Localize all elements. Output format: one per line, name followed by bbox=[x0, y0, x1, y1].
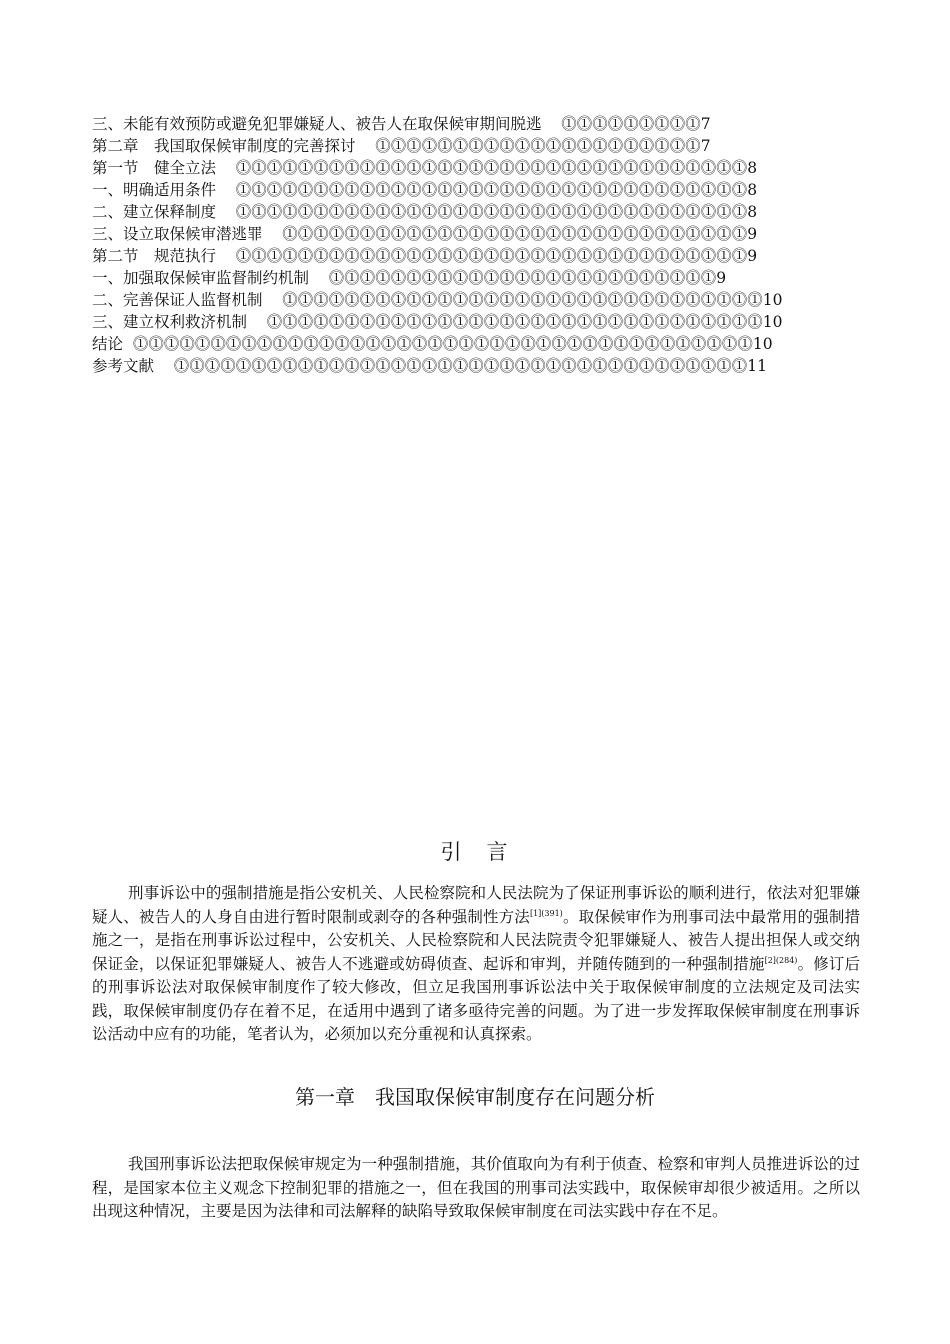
chapter-one-heading: 第一章 我国取保候审制度存在问题分析 bbox=[295, 1085, 655, 1109]
toc-page-number: 9 bbox=[747, 225, 758, 243]
toc-label: 第二节 规范执行 bbox=[92, 247, 217, 265]
toc-page-number: 7 bbox=[700, 137, 711, 155]
toc-label: 三、设立取保候审潜逃罪 bbox=[92, 225, 263, 243]
toc-entry[interactable] bbox=[92, 267, 852, 289]
toc-entry[interactable] bbox=[92, 311, 852, 333]
toc-sep bbox=[123, 335, 133, 353]
toc-leader: ⓵⓵⓵⓵⓵⓵⓵⓵⓵⓵⓵⓵⓵⓵⓵⓵⓵⓵⓵⓵⓵⓵⓵⓵⓵⓵⓵⓵⓵⓵⓵⓵ bbox=[266, 313, 763, 331]
intro-text-part-3: 。修订后的刑事诉讼法对取保候审制度作了较大修改，但立足我国刑事诉讼法中关于取保候审制度的立法规定及司法实践，取保候审制度仍存在着不足，在适用中遇到了诸多亟待完善的问题。为了进一步发挥取保候审制度在刑事诉讼活动中应有的功能，笔者认为，必须加以充分重视和认真探索。 bbox=[92, 954, 860, 1043]
citation-1: [1](391) bbox=[529, 908, 563, 918]
toc-entry[interactable] bbox=[92, 157, 852, 179]
toc-sep bbox=[356, 137, 376, 155]
toc-sep bbox=[247, 313, 267, 331]
toc-leader: ⓵⓵⓵⓵⓵⓵⓵⓵⓵⓵⓵⓵⓵⓵⓵⓵⓵⓵⓵⓵⓵⓵⓵⓵⓵⓵⓵⓵⓵⓵⓵⓵⓵ bbox=[235, 247, 748, 265]
toc-page-number: 9 bbox=[716, 269, 727, 287]
introduction-paragraph bbox=[92, 882, 860, 1047]
intro-text-part-2: 。取保候审作为刑事司法中最常用的强制措施之一，是指在刑事诉讼过程中，公安机关、人民检察院和人民法院责令犯罪嫌疑人、被告人提出担保人或交纳保证金，以保证犯罪嫌疑人、被告人不逃避或妨碍侦查、起诉和审判，并随传随到的一种强制措施 bbox=[92, 907, 860, 973]
toc-leader: ⓵⓵⓵⓵⓵⓵⓵⓵⓵⓵⓵⓵⓵⓵⓵⓵⓵⓵⓵⓵⓵⓵⓵⓵⓵⓵⓵⓵⓵⓵⓵⓵⓵ bbox=[235, 159, 748, 177]
toc-entry[interactable] bbox=[92, 223, 852, 245]
toc-label: 二、建立保释制度 bbox=[92, 203, 217, 221]
toc-sep bbox=[154, 357, 174, 375]
toc-page-number: 8 bbox=[747, 181, 758, 199]
toc-label: 第二章 我国取保候审制度的完善探讨 bbox=[92, 137, 356, 155]
toc-sep bbox=[216, 181, 236, 199]
toc-page-number: 10 bbox=[762, 313, 783, 331]
toc-page-number: 9 bbox=[747, 247, 758, 265]
toc-sep bbox=[216, 203, 236, 221]
toc-sep bbox=[216, 247, 236, 265]
toc-page-number: 8 bbox=[747, 203, 758, 221]
toc-leader: ⓵⓵⓵⓵⓵⓵⓵⓵⓵⓵⓵⓵⓵⓵⓵⓵⓵⓵⓵⓵⓵⓵⓵⓵⓵ bbox=[328, 269, 717, 287]
toc-leader: ⓵⓵⓵⓵⓵⓵⓵⓵⓵ bbox=[561, 115, 701, 133]
toc-entry[interactable] bbox=[92, 135, 852, 157]
toc-sep bbox=[263, 225, 283, 243]
toc-page-number: 7 bbox=[700, 115, 711, 133]
toc-sep bbox=[542, 115, 562, 133]
toc-sep bbox=[309, 269, 329, 287]
toc-page-number: 10 bbox=[762, 291, 783, 309]
toc-leader: ⓵⓵⓵⓵⓵⓵⓵⓵⓵⓵⓵⓵⓵⓵⓵⓵⓵⓵⓵⓵⓵⓵⓵⓵⓵⓵⓵⓵⓵⓵⓵⓵⓵ bbox=[235, 181, 748, 199]
toc-leader: ⓵⓵⓵⓵⓵⓵⓵⓵⓵⓵⓵⓵⓵⓵⓵⓵⓵⓵⓵⓵⓵⓵⓵⓵⓵⓵⓵⓵⓵⓵⓵⓵⓵⓵⓵⓵⓵ bbox=[173, 357, 748, 375]
toc-entry[interactable] bbox=[92, 245, 852, 267]
toc-label: 一、加强取保候审监督制约机制 bbox=[92, 269, 310, 287]
toc-label: 第一节 健全立法 bbox=[92, 159, 217, 177]
chapter-one-paragraph: 我国刑事诉讼法把取保候审规定为一种强制措施，其价值取向为有利于侦查、检察和审判人员推进诉讼的过程，是国家本位主义观念下控制犯罪的措施之一，但在我国的刑事司法实践中，取保候审却很少被适用。之所以出现这种情况，主要是因为法律和司法解释的缺陷导致取保候审制度在司法实践中存在不足。 bbox=[92, 1155, 860, 1220]
toc-entry[interactable] bbox=[92, 201, 852, 223]
toc-label: 参考文献 bbox=[92, 357, 155, 375]
toc-leader: ⓵⓵⓵⓵⓵⓵⓵⓵⓵⓵⓵⓵⓵⓵⓵⓵⓵⓵⓵⓵⓵ bbox=[375, 137, 701, 155]
table-of-contents bbox=[92, 113, 852, 377]
toc-entry[interactable] bbox=[92, 333, 852, 355]
toc-leader: ⓵⓵⓵⓵⓵⓵⓵⓵⓵⓵⓵⓵⓵⓵⓵⓵⓵⓵⓵⓵⓵⓵⓵⓵⓵⓵⓵⓵⓵⓵ bbox=[282, 225, 748, 243]
toc-entry[interactable] bbox=[92, 355, 852, 377]
toc-label: 三、建立权利救济机制 bbox=[92, 313, 248, 331]
toc-page-number: 10 bbox=[752, 335, 773, 353]
toc-page-number: 8 bbox=[747, 159, 758, 177]
toc-entry[interactable] bbox=[92, 289, 852, 311]
toc-label: 三、未能有效预防或避免犯罪嫌疑人、被告人在取保候审期间脱逃 bbox=[92, 115, 542, 133]
toc-entry[interactable] bbox=[92, 113, 852, 135]
toc-sep bbox=[216, 159, 236, 177]
toc-leader: ⓵⓵⓵⓵⓵⓵⓵⓵⓵⓵⓵⓵⓵⓵⓵⓵⓵⓵⓵⓵⓵⓵⓵⓵⓵⓵⓵⓵⓵⓵⓵⓵⓵⓵⓵⓵⓵⓵⓵⓵ bbox=[132, 335, 753, 353]
toc-leader: ⓵⓵⓵⓵⓵⓵⓵⓵⓵⓵⓵⓵⓵⓵⓵⓵⓵⓵⓵⓵⓵⓵⓵⓵⓵⓵⓵⓵⓵⓵⓵ bbox=[282, 291, 763, 309]
introduction-heading: 引 言 bbox=[440, 840, 510, 864]
toc-label: 结论 bbox=[92, 335, 124, 353]
intro-text-part-1: 刑事诉讼中的强制措施是指公安机关、人民检察院和人民法院为了保证刑事诉讼的顺利进行，依法对犯罪嫌疑人、被告人的人身自由进行暂时限制或剥夺的各种强制性方法 bbox=[92, 884, 860, 926]
citation-2: [2](284) bbox=[764, 955, 798, 965]
toc-label: 二、完善保证人监督机制 bbox=[92, 291, 263, 309]
toc-page-number: 11 bbox=[747, 357, 767, 375]
toc-label: 一、明确适用条件 bbox=[92, 181, 217, 199]
toc-sep bbox=[263, 291, 283, 309]
toc-leader: ⓵⓵⓵⓵⓵⓵⓵⓵⓵⓵⓵⓵⓵⓵⓵⓵⓵⓵⓵⓵⓵⓵⓵⓵⓵⓵⓵⓵⓵⓵⓵⓵⓵ bbox=[235, 203, 748, 221]
toc-entry[interactable] bbox=[92, 179, 852, 201]
